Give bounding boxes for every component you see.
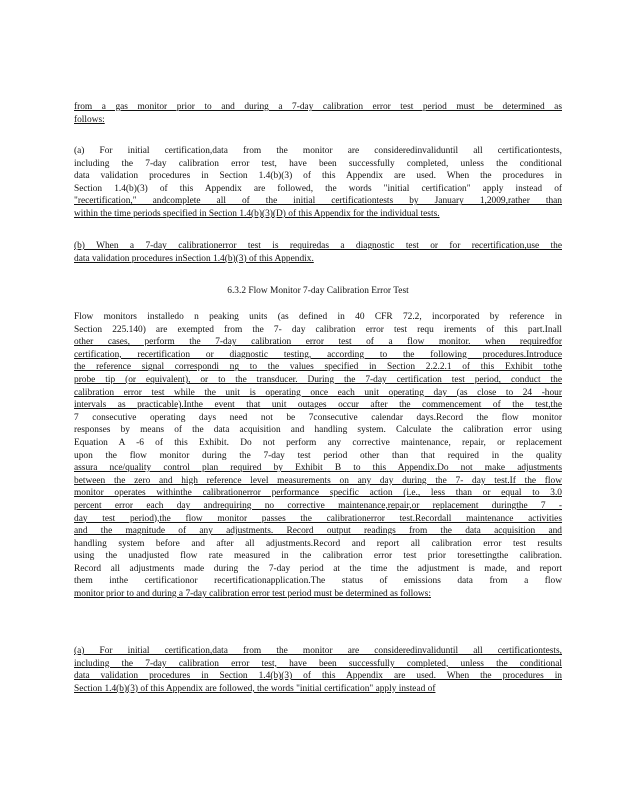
text-line: using the unadjusted flow rate measured in the calibration error test prior toresettingthe calibration. [74, 551, 562, 562]
text-line: day test period),the flow monitor passes the calibrationerror test.Recordall maintenance activities [74, 513, 562, 524]
text-line: Section 1.4(b)(3) of this Appendix are followed, the words "initial certification" apply instead of [74, 183, 562, 194]
text-line: 7 consecutive operating days need not be 7consecutive calendar days.Record the flow monitor [74, 412, 562, 423]
text-line: certification, recertification or diagnostic testing, according to the following procedures.Introduce [74, 349, 562, 360]
text-line: assura nce/quality control plan required by Exhibit B to this Appendix.Do not make adjustments [74, 463, 562, 474]
text-line: (a) For initial certification,data from the monitor are consideredinvaliduntil all certificationtests, [74, 146, 562, 156]
text-line: "recertification," andcomplete all of the initial certificationtests by January 1,2009,rather than [74, 196, 562, 207]
text-line: other cases, perform the 7-day calibration error test of a flow monitor. when requiredfor [74, 337, 562, 348]
text-line: data validation procedures in Section 1.4(b)(3) of this Appendix are used. When the procedures in [74, 171, 562, 182]
text-line: Equation A -6 of this Exhibit. Do not perform any corrective maintenance, repair, or replacement [74, 437, 562, 448]
text-line: responses by means of the data acquisition and handling system. Calculate the calibration error using [74, 425, 562, 436]
text-line: calibration error test while the unit is operating once each unit operating day (as close to 24 -hour [74, 387, 562, 398]
text-line: Section 225.140) are exempted from the 7- day calibration error test requ irements of this part.Inall [74, 324, 562, 335]
text-line: follows: [74, 114, 105, 125]
text-line: data validation procedures inSection 1.4(b)(3) of this Appendix. [74, 253, 314, 264]
text-line: percent error each day andrequiring no corrective maintenance,repair,or replacement duringthe 7 - [74, 500, 562, 511]
text-line: monitor operates withinthe calibrationerror performance specific action (i.e., less than or equal to 3.0 [74, 488, 562, 499]
text-line: and the magnitude of any adjustments. Record output readings from the data acquisition and [74, 526, 562, 537]
text-line: monitor prior to and during a 7-day calibration error test period must be determined as follows: [74, 589, 431, 600]
text-line: from a gas monitor prior to and during a 7-day calibration error test period must be determined as [74, 102, 562, 112]
text-line: handling system before and after all adjustments.Record and report all calibration error test results [74, 538, 562, 549]
text-line: Flow monitors installedo n peaking units (as defined in 40 CFR 72.2, incorporated by reference in [74, 312, 562, 322]
paragraph-flow-monitor-test [74, 311, 562, 601]
text-line: within the time periods specified in Section 1.4(b)(3)(D) of this Appendix for the individual tests. [74, 208, 440, 219]
paragraph-initial-certification-repeat [74, 645, 562, 695]
text-line: upon the flow monitor during the 7-day test period other than that required in the quality [74, 450, 562, 461]
text-line: (b) When a 7-day calibrationerror test is requiredas a diagnostic test or for recertification,use the [74, 241, 562, 251]
text-line: including the 7-day calibration error test, have been successfully completed, unless the conditional [74, 158, 562, 169]
text-line: data validation procedures in Section 1.4(b)(3) of this Appendix are used. When the procedures in [74, 671, 562, 682]
text-line: Record all adjustments made during the 7-day period at the time the adjustment is made, and report [74, 563, 562, 574]
paragraph-gas-monitor-followup [74, 101, 562, 126]
text-line: including the 7-day calibration error test, have been successfully completed, unless the conditional [74, 658, 562, 669]
text-line: intervals as practicable).Inthe event that unit outages occur after the commencement of the test,the [74, 400, 562, 411]
paragraph-diagnostic-b [74, 240, 562, 265]
text-line: (a) For initial certification,data from the monitor are consideredinvaliduntil all certificationtests, [74, 646, 562, 656]
text-line: between the zero and high reference level measurements on any day during the 7- day test.If the flow [74, 475, 562, 486]
text-line: the reference signal correspondi ng to the values specified in Section 2.2.2.1 of this Exhibit tothe [74, 362, 562, 373]
paragraph-initial-certification-a [74, 145, 562, 221]
text-line: probe tip (or equivalent), or to the transducer. During the 7-day certification test period, conduct the [74, 374, 562, 385]
text-line: them inthe certificationor recertificationapplication.The status of emissions data from a flow [74, 576, 562, 587]
section-heading: 6.3.2 Flow Monitor 7-day Calibration Error Test [227, 286, 409, 296]
text-line: Section 1.4(b)(3) of this Appendix are followed, the words "initial certification" apply instead of [74, 683, 436, 694]
